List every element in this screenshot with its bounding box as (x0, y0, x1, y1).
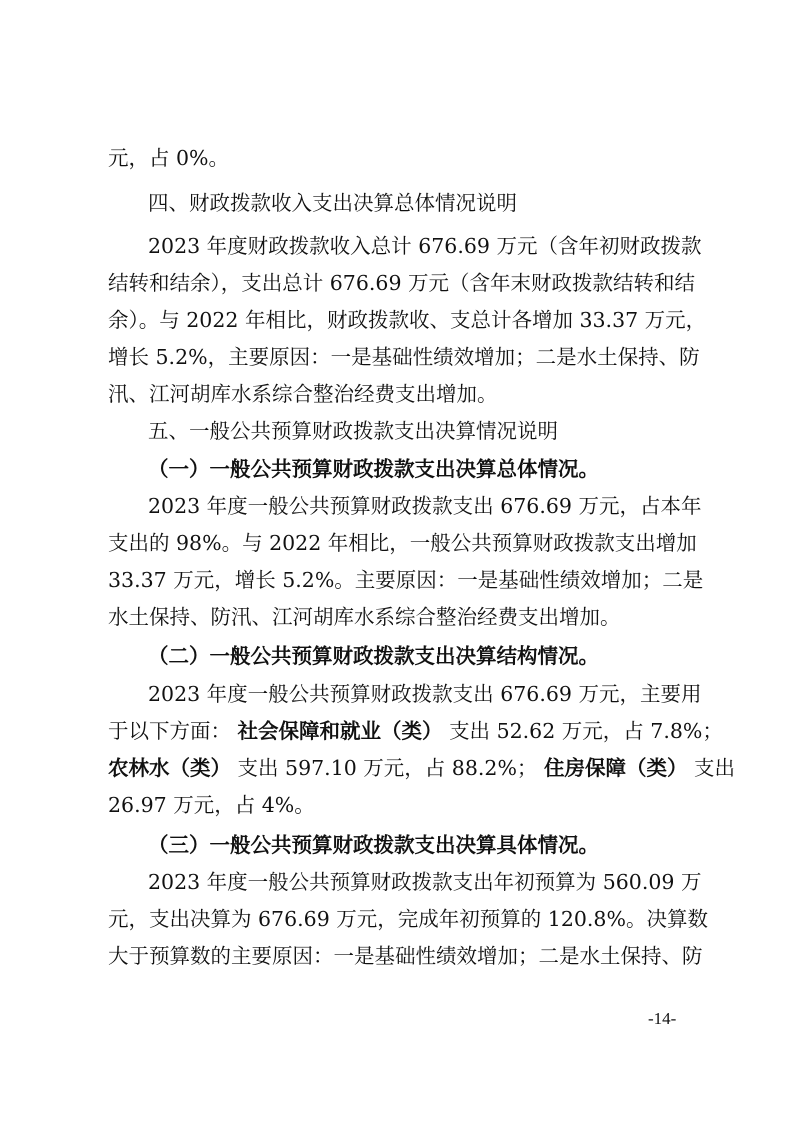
paragraph-line: 2023 年度财政拨款收入总计 676.69 万元（含年初财政拨款 (148, 234, 702, 258)
paragraph-line: 汛、江河胡库水系综合整治经费支出增加。 (108, 382, 498, 406)
text-run: 于以下方面： (108, 719, 231, 743)
section-heading: 五、一般公共预算财政拨款支出决算情况说明 (148, 419, 558, 443)
subsection-heading: （二）一般公共预算财政拨款支出决算结构情况。 (148, 644, 599, 668)
page-number: -14- (648, 1009, 677, 1028)
paragraph-line: 26.97 万元，占 4%。 (108, 793, 315, 817)
paragraph-line: 余）。与 2022 年相比，财政拨款收、支总计各增加 33.37 万元， (108, 308, 707, 332)
text-run: 支出 52.62 万元，占 7.8%； (449, 719, 723, 743)
paragraph-line (108, 755, 735, 781)
paragraph-line: 增长 5.2%，主要原因：一是基础性绩效增加；二是水土保持、防 (108, 345, 700, 369)
text-run: 支出 (694, 756, 735, 780)
subsection-heading: （三）一般公共预算财政拨款支出决算具体情况。 (148, 833, 599, 857)
category-label: 住房保障（类） (543, 756, 688, 780)
category-label: 社会保障和就业（类） (237, 719, 443, 743)
paragraph-line: 2023 年度一般公共预算财政拨款支出年初预算为 560.09 万 (148, 870, 702, 894)
paragraph-line: 支出的 98%。与 2022 年相比，一般公共预算财政拨款支出增加 (108, 531, 697, 555)
paragraph-line: 大于预算数的主要原因：一是基础性绩效增加；二是水土保持、防 (108, 944, 703, 968)
paragraph-line: 元，占 0%。 (108, 146, 230, 170)
paragraph-line: 33.37 万元，增长 5.2%。主要原因：一是基础性绩效增加；二是 (108, 568, 704, 592)
paragraph-line: 结转和结余），支出总计 676.69 万元（含年末财政拨款结转和结 (108, 271, 696, 295)
category-label: 农林水（类） (108, 756, 231, 780)
text-run: 支出 597.10 万元，占 88.2%； (237, 756, 538, 780)
paragraph-line: 元，支出决算为 676.69 万元，完成年初预算的 120.8%。决算数 (108, 907, 708, 931)
paragraph-line: 2023 年度一般公共预算财政拨款支出 676.69 万元，主要用 (148, 682, 702, 706)
paragraph-line: 水土保持、防汛、江河胡库水系综合整治经费支出增加。 (108, 605, 621, 629)
paragraph-line: 2023 年度一般公共预算财政拨款支出 676.69 万元，占本年 (148, 494, 702, 518)
subsection-heading: （一）一般公共预算财政拨款支出决算总体情况。 (148, 457, 599, 481)
section-heading: 四、财政拨款收入支出决算总体情况说明 (148, 191, 517, 215)
paragraph-line (108, 718, 723, 744)
